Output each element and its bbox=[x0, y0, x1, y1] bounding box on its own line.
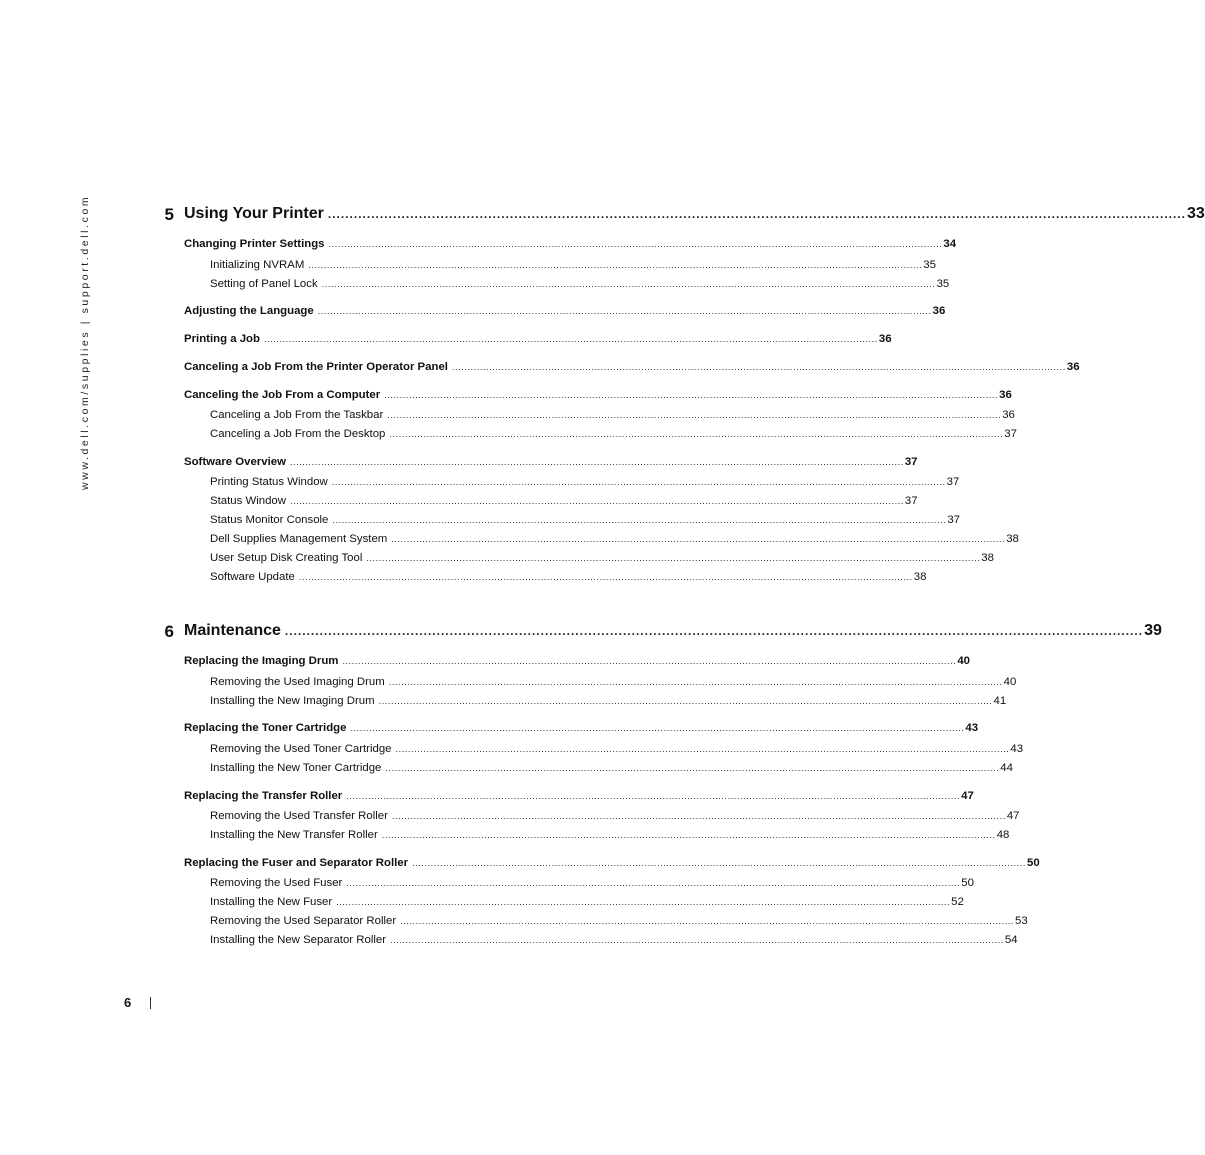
dot-leader: ...................................................................................................................................................................................................... bbox=[298, 572, 913, 582]
entry-title: User Setup Disk Creating Tool bbox=[210, 552, 363, 564]
dot-leader: ...................................................................................................................................................................................................... bbox=[308, 260, 923, 270]
entry-title: Canceling the Job From a Computer bbox=[184, 389, 381, 401]
toc-entry[interactable] bbox=[184, 361, 1080, 373]
dot-leader: ...................................................................................................................................................................................................... bbox=[381, 830, 996, 840]
entry-page: 47 bbox=[1006, 810, 1020, 822]
dot-leader: ...................................................................................................................................................................................................... bbox=[342, 656, 957, 666]
entry-title: Installing the New Transfer Roller bbox=[210, 829, 378, 841]
dot-leader: ...................................................................................................................................................................................................... bbox=[350, 723, 965, 733]
entry-title: Printing a Job bbox=[184, 333, 260, 345]
dot-leader: ...................................................................................................................................................................................................... bbox=[378, 696, 993, 706]
entry-title: Software Overview bbox=[184, 456, 286, 468]
toc-subentry[interactable] bbox=[210, 762, 1013, 774]
entry-title: Removing the Used Separator Roller bbox=[210, 915, 397, 927]
dot-leader: ...................................................................................................................................................................................................... bbox=[328, 239, 943, 249]
entry-title: Initializing NVRAM bbox=[210, 259, 305, 271]
entry-page: 37 bbox=[904, 456, 918, 468]
dot-leader: ...................................................................................................................................................................................................... bbox=[284, 624, 1144, 638]
entry-title: Installing the New Imaging Drum bbox=[210, 695, 375, 707]
entry-page: 37 bbox=[947, 514, 960, 526]
chapter-heading bbox=[150, 622, 1162, 648]
entry-title: Adjusting the Language bbox=[184, 305, 314, 317]
dot-leader: ...................................................................................................................................................................................................... bbox=[346, 791, 961, 801]
dot-leader: ...................................................................................................................................................................................................... bbox=[332, 515, 947, 525]
entry-page: 38 bbox=[913, 571, 927, 583]
entry-title: Status Monitor Console bbox=[210, 514, 329, 526]
toc-subentry[interactable] bbox=[210, 571, 927, 583]
dot-leader: ...................................................................................................................................................................................................... bbox=[391, 534, 1006, 544]
entry-page: 47 bbox=[961, 790, 974, 802]
entry-title: Removing the Used Imaging Drum bbox=[210, 676, 385, 688]
entry-page: 38 bbox=[1006, 533, 1019, 545]
entry-page: 50 bbox=[1026, 857, 1040, 869]
entry-page: 37 bbox=[904, 495, 918, 507]
entry-title: Installing the New Fuser bbox=[210, 896, 333, 908]
toc-subentry[interactable] bbox=[210, 514, 960, 526]
chapter-page: 39 bbox=[1144, 622, 1162, 639]
entry-page: 40 bbox=[957, 655, 971, 667]
toc-entry[interactable] bbox=[184, 655, 971, 667]
entry-page: 50 bbox=[961, 877, 974, 889]
toc-subentry[interactable] bbox=[210, 896, 964, 908]
dot-leader: ...................................................................................................................................................................................................... bbox=[336, 897, 951, 907]
toc-subentry[interactable] bbox=[210, 810, 1020, 822]
toc-subentry[interactable] bbox=[210, 428, 1017, 440]
side-url: www.dell.com/supplies | support.dell.com bbox=[79, 194, 91, 490]
toc-subentry[interactable] bbox=[210, 259, 936, 271]
dot-leader: ...................................................................................................................................................................................................... bbox=[395, 744, 1010, 754]
toc-subentry[interactable] bbox=[210, 476, 960, 488]
dot-leader: ...................................................................................................................................................................................................... bbox=[289, 496, 904, 506]
chapter-heading bbox=[150, 205, 1205, 231]
toc-subentry[interactable] bbox=[210, 409, 1015, 421]
entry-page: 36 bbox=[999, 389, 1012, 401]
entry-page: 53 bbox=[1015, 915, 1028, 927]
entry-page: 43 bbox=[1010, 743, 1024, 755]
entry-title: Installing the New Toner Cartridge bbox=[210, 762, 382, 774]
entry-page: 36 bbox=[1066, 361, 1080, 373]
toc-entry[interactable] bbox=[184, 857, 1040, 869]
entry-page: 41 bbox=[993, 695, 1007, 707]
entry-title: Canceling a Job From the Printer Operator Panel bbox=[184, 361, 448, 373]
chapter-title: Maintenance bbox=[184, 622, 281, 639]
dot-leader: ...................................................................................................................................................................................................... bbox=[387, 410, 1002, 420]
dot-leader: ...................................................................................................................................................................................................... bbox=[289, 457, 904, 467]
entry-page: 44 bbox=[1000, 762, 1013, 774]
entry-page: 36 bbox=[932, 305, 946, 317]
entry-title: Canceling a Job From the Desktop bbox=[210, 428, 386, 440]
entry-page: 36 bbox=[878, 333, 892, 345]
chapter-title-row[interactable] bbox=[184, 622, 1162, 640]
dot-leader: ...................................................................................................................................................................................................... bbox=[391, 811, 1006, 821]
entry-title: Removing the Used Toner Cartridge bbox=[210, 743, 392, 755]
entry-page: 54 bbox=[1004, 934, 1018, 946]
entry-title: Replacing the Fuser and Separator Roller bbox=[184, 857, 409, 869]
toc-subentry[interactable] bbox=[210, 695, 1007, 707]
dot-leader: ...................................................................................................................................................................................................... bbox=[388, 677, 1003, 687]
dot-leader: ...................................................................................................................................................................................................... bbox=[317, 306, 932, 316]
toc-entry[interactable] bbox=[184, 305, 946, 317]
toc-entry[interactable] bbox=[184, 790, 974, 802]
entry-title: Removing the Used Fuser bbox=[210, 877, 343, 889]
entry-page: 38 bbox=[981, 552, 994, 564]
chapter-number: 5 bbox=[164, 205, 174, 224]
entry-page: 48 bbox=[996, 829, 1010, 841]
entry-title: Canceling a Job From the Taskbar bbox=[210, 409, 384, 421]
dot-leader: ...................................................................................................................................................................................................... bbox=[263, 334, 878, 344]
chapter-number: 6 bbox=[164, 622, 174, 641]
dot-leader: ...................................................................................................................................................................................................... bbox=[412, 858, 1026, 868]
page-number: 6 bbox=[124, 995, 132, 1010]
entry-page: 34 bbox=[943, 238, 957, 250]
dot-leader: ...................................................................................................................................................................................................... bbox=[384, 390, 999, 400]
entry-title: Setting of Panel Lock bbox=[210, 278, 318, 290]
toc-entry[interactable] bbox=[184, 722, 979, 734]
dot-leader: ...................................................................................................................................................................................................... bbox=[390, 935, 1004, 945]
toc-subentry[interactable] bbox=[210, 278, 950, 290]
dot-leader: ...................................................................................................................................................................................................... bbox=[327, 207, 1187, 221]
entry-title: Installing the New Separator Roller bbox=[210, 934, 387, 946]
toc-entry[interactable] bbox=[184, 238, 957, 250]
toc-subentry[interactable] bbox=[210, 533, 1019, 545]
chapter-page: 33 bbox=[1187, 205, 1205, 222]
entry-page: 35 bbox=[936, 278, 950, 290]
toc-subentry[interactable] bbox=[210, 934, 1018, 946]
toc-entry[interactable] bbox=[184, 389, 1012, 401]
entry-page: 43 bbox=[965, 722, 979, 734]
entry-page: 37 bbox=[946, 476, 960, 488]
entry-title: Status Window bbox=[210, 495, 286, 507]
entry-page: 52 bbox=[951, 896, 964, 908]
chapter-title-row[interactable] bbox=[184, 205, 1205, 223]
toc-subentry[interactable] bbox=[210, 495, 918, 507]
entry-page: 40 bbox=[1003, 676, 1017, 688]
entry-title: Software Update bbox=[210, 571, 295, 583]
dot-leader: ...................................................................................................................................................................................................... bbox=[451, 362, 1066, 372]
entry-title: Replacing the Toner Cartridge bbox=[184, 722, 347, 734]
entry-page: 36 bbox=[1002, 409, 1015, 421]
entry-title: Replacing the Imaging Drum bbox=[184, 655, 339, 667]
toc-subentry[interactable] bbox=[210, 877, 974, 889]
toc-subentry[interactable] bbox=[210, 552, 994, 564]
toc-subentry[interactable] bbox=[210, 743, 1024, 755]
entry-title: Dell Supplies Management System bbox=[210, 533, 388, 545]
dot-leader: ...................................................................................................................................................................................................... bbox=[331, 477, 946, 487]
entry-page: 37 bbox=[1004, 428, 1017, 440]
dot-leader: ...................................................................................................................................................................................................... bbox=[389, 429, 1004, 439]
entry-title: Changing Printer Settings bbox=[184, 238, 325, 250]
dot-leader: ...................................................................................................................................................................................................... bbox=[366, 553, 981, 563]
dot-leader: ...................................................................................................................................................................................................... bbox=[400, 916, 1015, 926]
entry-title: Printing Status Window bbox=[210, 476, 328, 488]
entry-title: Removing the Used Transfer Roller bbox=[210, 810, 388, 822]
entry-page: 35 bbox=[923, 259, 936, 271]
dot-leader: ...................................................................................................................................................................................................... bbox=[321, 279, 936, 289]
entry-title: Replacing the Transfer Roller bbox=[184, 790, 343, 802]
dot-leader: ...................................................................................................................................................................................................... bbox=[346, 878, 961, 888]
toc-entry[interactable] bbox=[184, 333, 892, 345]
toc-entry[interactable] bbox=[184, 456, 918, 468]
toc-subentry[interactable] bbox=[210, 676, 1017, 688]
footer-divider bbox=[150, 997, 151, 1009]
dot-leader: ...................................................................................................................................................................................................... bbox=[385, 763, 1000, 773]
toc-subentry[interactable] bbox=[210, 915, 1028, 927]
toc-subentry[interactable] bbox=[210, 829, 1010, 841]
chapter-title: Using Your Printer bbox=[184, 205, 324, 222]
